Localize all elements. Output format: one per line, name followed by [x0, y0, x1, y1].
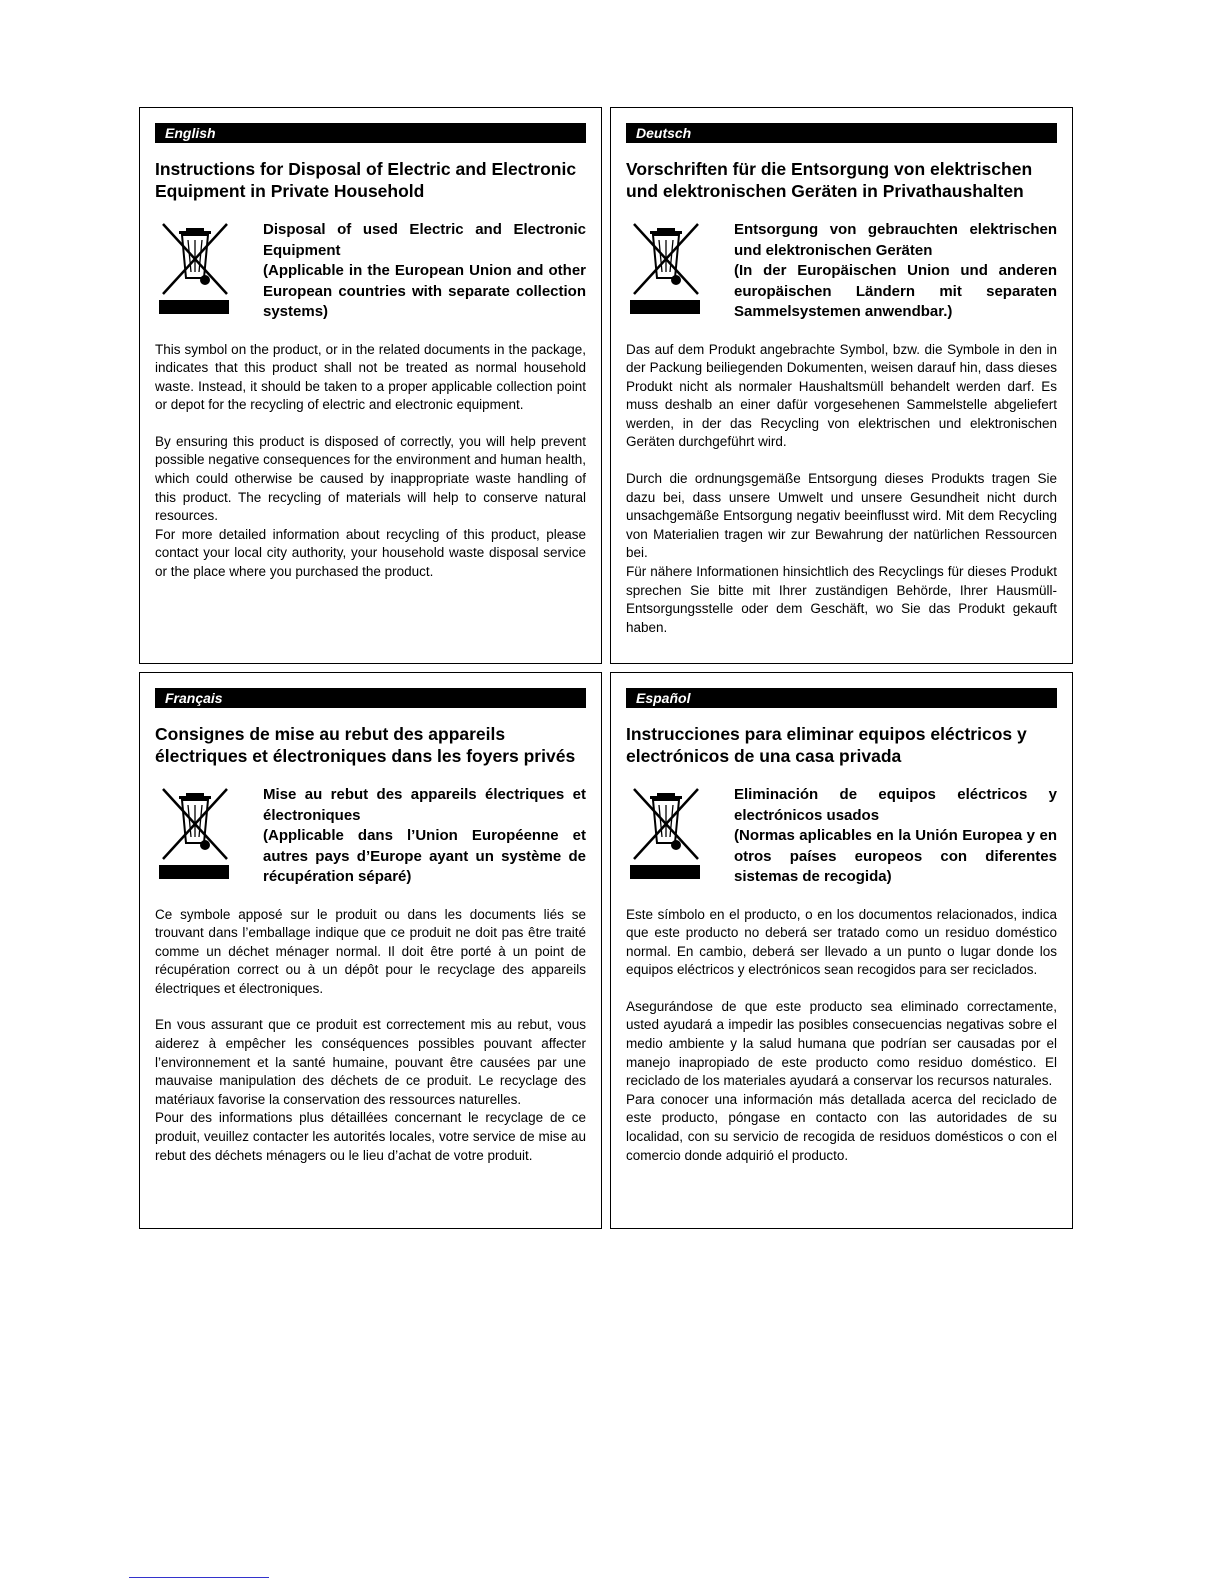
language-label: Français	[155, 688, 586, 708]
crossed-bin-icon	[630, 787, 716, 888]
subheading-title: Eliminación de equipos eléctricos y electrónicos usados	[734, 786, 1057, 824]
weee-section	[626, 785, 1057, 888]
subheading-title: Entsorgung von gebrauchten elektrischen und elektronischen Geräten	[734, 221, 1057, 259]
paragraph: Este símbolo en el producto, o en los documentos relacionados, indica que este producto no deberá ser tratado como un residuo doméstico normal. En cambio, deberá ser llevado a un punto o lugar donde los equipos eléctricos y electrónicos sean recogidos para ser reciclados.	[626, 906, 1057, 978]
paragraph: Für nähere Informationen hinsichtlich des Recyclings für dieses Produkt sprechen Sie bitte mit Ihrer zuständigen Behörde, Ihrer Hausmüll-Entsorgungsstelle oder dem Geschäft, wo Sie das Produkt gekauft haben.	[626, 564, 1057, 635]
paragraph: By ensuring this product is disposed of correctly, you will help prevent possible negative consequences for the environment and human health, which could otherwise be caused by inappropriate waste handling of this product. The recycling of materials will help to conserve natural resources.	[155, 433, 586, 524]
language-label: English	[155, 123, 586, 143]
crossed-bin-icon	[630, 222, 716, 323]
subheading	[734, 785, 1057, 888]
paragraph: Das auf dem Produkt angebrachte Symbol, bzw. die Symbole in den in der Packung beiliegenden Dokumenten, weisen darauf hin, dass dieses Produkt nicht als normaler Haushaltsmüll behandelt werden darf. Es muss deshalb an einer dafür vorgesehenen Sammelstelle abgeliefert werden, in der das Recycling von elektrischen und elektronischen Geräten durchgeführt wird.	[626, 341, 1057, 450]
paragraph: Para conocer una información más detallada acerca del reciclado de este producto, póngase en contacto con las autoridades de su localidad, con su servicio de recogida de residuos domésticos o con el comercio donde adquirió el producto.	[626, 1091, 1057, 1163]
applicability-note: (Normas aplicables en la Unión Europea y en otros países europeos con diferentes sistemas de recogida)	[734, 827, 1057, 885]
panel-english	[139, 107, 602, 664]
disposal-instructions-grid	[139, 107, 1073, 1231]
subheading	[734, 220, 1057, 323]
panel-title: Consignes de mise au rebut des appareils électriques et électroniques dans les foyers privés	[155, 724, 576, 766]
paragraph: For more detailed information about recycling of this product, please contact your local city authority, your household waste disposal service or the place where you purchased the product.	[155, 526, 586, 580]
paragraph: This symbol on the product, or in the related documents in the package, indicates that this product shall not be treated as normal household waste. Instead, it should be taken to a proper applicable collection point or depot for the recycling of electric and electronic equipment.	[155, 341, 586, 413]
language-label: Español	[626, 688, 1057, 708]
applicability-note: (Applicable in the European Union and other European countries with separate collection systems)	[263, 262, 586, 320]
paragraph: Pour des informations plus détaillées concernant le recyclage de ce produit, veuillez contacter les autorités locales, votre service de mise au rebut des déchets ménagers ou le lieu d’achat de votre produit.	[155, 1110, 586, 1163]
weee-section	[626, 220, 1057, 323]
applicability-note: (Applicable dans l’Union Européenne et autres pays d’Europe ayant un système de récupération séparé)	[263, 827, 586, 885]
panel-body	[155, 341, 586, 582]
panel-francais	[139, 672, 602, 1229]
panel-deutsch	[610, 107, 1073, 664]
panel-body	[626, 906, 1057, 1166]
panel-body	[626, 341, 1057, 638]
paragraph: Asegurándose de que este producto sea eliminado correctamente, usted ayudará a impedir las posibles consecuencias negativas sobre el medio ambiente y la salud humana que podrían ser causadas por el manejo inapropiado de este producto como residuo doméstico. El reciclado de los materiales ayudará a conservar los recursos naturales.	[626, 998, 1057, 1089]
panel-title: Instructions for Disposal of Electric and Electronic Equipment in Private Household	[155, 159, 577, 201]
subheading	[263, 220, 586, 323]
weee-section	[155, 785, 586, 888]
weee-section	[155, 220, 586, 323]
language-label: Deutsch	[626, 123, 1057, 143]
panel-title: Instrucciones para eliminar equipos eléctricos y electrónicos de una casa privada	[626, 724, 1027, 766]
paragraph: Durch die ordnungsgemäße Entsorgung dieses Produkts tragen Sie dazu bei, dass unsere Umwelt und unsere Gesundheit nicht durch unsachgemäße Entsorgung negativ beeinflusst wird. Mit dem Recycling von Materialien tragen wir zur Bewahrung der natürlichen Ressourcen bei.	[626, 471, 1057, 561]
crossed-bin-icon	[159, 787, 245, 888]
crossed-bin-icon	[159, 222, 245, 323]
paragraph: En vous assurant que ce produit est correctement mis au rebut, vous aiderez à empêcher les conséquences possibles pouvant affecter l’environnement et la santé humaine, pouvant être causées par une mauvaise manipulation des déchets de ce produit. Le recyclage des matériaux favorise la conservation des ressources naturelles.	[155, 1017, 586, 1107]
panel-espanol	[610, 672, 1073, 1229]
applicability-note: (In der Europäischen Union und anderen europäischen Ländern mit separaten Sammelsystemen anwendbar.)	[734, 262, 1057, 320]
footnote-rule	[129, 1577, 269, 1578]
subheading	[263, 785, 586, 888]
panel-body	[155, 906, 586, 1166]
panel-title: Vorschriften für die Entsorgung von elektrischen und elektronischen Geräten in Privathaushalten	[626, 159, 1033, 201]
subheading-title: Mise au rebut des appareils électriques et électroniques	[263, 786, 586, 824]
paragraph: Ce symbole apposé sur le produit ou dans les documents liés se trouvant dans l’emballage indique que ce produit ne doit pas être traité comme un déchet ménager normal. Il doit être porté à un point de récupération correct ou à un dépôt pour le recyclage des appareils électriques et électroniques.	[155, 906, 586, 996]
subheading-title: Disposal of used Electric and Electronic Equipment	[263, 221, 586, 259]
